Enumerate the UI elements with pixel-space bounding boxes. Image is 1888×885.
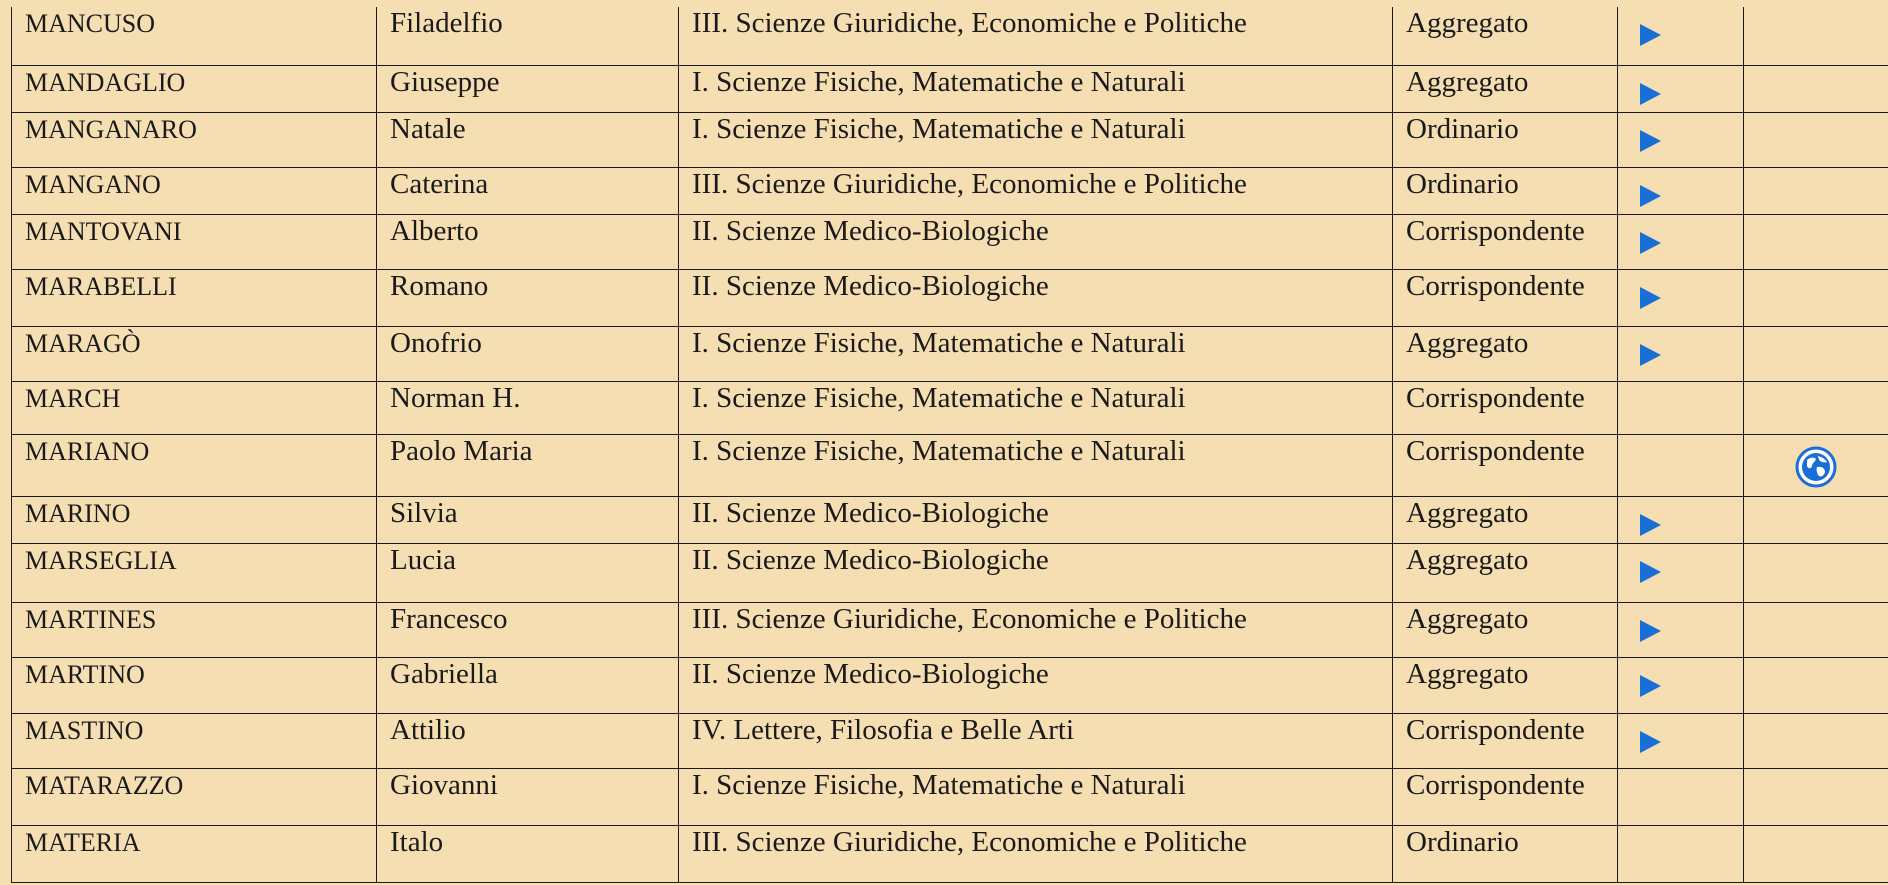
role-cell [1393,7,1618,65]
surname-cell [12,112,377,167]
surname-cell [12,65,377,112]
member-role: Ordinario [1406,167,1519,200]
table-row [12,326,1888,381]
member-first-name: Norman H. [390,381,521,414]
website-cell [1744,602,1888,657]
first-name-cell [377,269,679,326]
member-surname: MANDAGLIO [25,67,186,97]
play-arrow-icon[interactable] [1640,675,1661,697]
first-name-cell [377,112,679,167]
class-cell [679,713,1393,768]
role-cell [1393,825,1618,882]
play-arrow-icon[interactable] [1640,130,1661,152]
website-cell [1744,269,1888,326]
member-surname: MARABELLI [25,271,177,301]
member-role: Corrispondente [1406,381,1585,414]
class-cell [679,326,1393,381]
class-cell [679,65,1393,112]
table-row [12,602,1888,657]
member-role: Corrispondente [1406,214,1585,247]
member-first-name: Francesco [390,602,508,635]
class-cell [679,768,1393,825]
first-name-cell [377,7,679,65]
member-first-name: Natale [390,112,466,145]
role-cell [1393,713,1618,768]
first-name-cell [377,167,679,214]
website-cell [1744,65,1888,112]
member-surname: MARAGÒ [25,328,141,358]
website-cell [1744,657,1888,713]
member-surname: MARSEGLIA [25,545,177,575]
member-surname: MATERIA [25,827,141,857]
role-cell [1393,381,1618,434]
play-arrow-icon[interactable] [1640,24,1661,46]
member-role: Aggregato [1406,543,1529,576]
first-name-cell [377,713,679,768]
member-class: II. Scienze Medico-Biologiche [692,269,1049,302]
surname-cell [12,326,377,381]
website-cell [1744,214,1888,269]
member-class: I. Scienze Fisiche, Matematiche e Naturali [692,326,1186,359]
details-cell [1618,326,1744,381]
surname-cell [12,825,377,882]
first-name-cell [377,65,679,112]
play-arrow-icon[interactable] [1640,561,1661,583]
member-role: Aggregato [1406,657,1529,690]
member-class: I. Scienze Fisiche, Matematiche e Naturali [692,65,1186,98]
role-cell [1393,112,1618,167]
surname-cell [12,381,377,434]
first-name-cell [377,496,679,543]
table-row [12,496,1888,543]
first-name-cell [377,214,679,269]
member-class: IV. Lettere, Filosofia e Belle Arti [692,713,1075,746]
first-name-cell [377,602,679,657]
role-cell [1393,326,1618,381]
member-class: I. Scienze Fisiche, Matematiche e Naturali [692,768,1186,801]
member-first-name: Attilio [390,713,466,746]
class-cell [679,657,1393,713]
table-row [12,269,1888,326]
website-cell [1744,543,1888,602]
website-cell [1744,7,1888,65]
table-row [12,167,1888,214]
member-first-name: Filadelfio [390,7,503,39]
role-cell [1393,543,1618,602]
website-cell [1744,768,1888,825]
members-table-body [12,7,1888,882]
first-name-cell [377,768,679,825]
website-cell [1744,713,1888,768]
member-surname: MASTINO [25,715,144,745]
surname-cell [12,167,377,214]
role-cell [1393,269,1618,326]
table-row [12,112,1888,167]
website-cell [1744,381,1888,434]
first-name-cell [377,825,679,882]
table-row [12,214,1888,269]
website-cell [1744,326,1888,381]
member-class: I. Scienze Fisiche, Matematiche e Naturali [692,434,1186,467]
member-first-name: Paolo Maria [390,434,533,467]
role-cell [1393,434,1618,496]
first-name-cell [377,657,679,713]
play-arrow-icon[interactable] [1640,620,1661,642]
details-cell [1618,7,1744,65]
play-arrow-icon[interactable] [1640,287,1661,309]
role-cell [1393,496,1618,543]
class-cell [679,381,1393,434]
table-row [12,657,1888,713]
member-class: I. Scienze Fisiche, Matematiche e Naturali [692,112,1186,145]
member-role: Aggregato [1406,602,1529,635]
role-cell [1393,214,1618,269]
member-surname: MARCH [25,383,121,413]
class-cell [679,825,1393,882]
class-cell [679,496,1393,543]
table-row [12,381,1888,434]
member-first-name: Romano [390,269,489,302]
member-surname: MANGANARO [25,114,197,144]
role-cell [1393,167,1618,214]
details-cell [1618,112,1744,167]
play-arrow-icon[interactable] [1640,83,1661,105]
member-surname: MANTOVANI [25,216,182,246]
class-cell [679,7,1393,65]
details-cell [1618,543,1744,602]
member-role: Corrispondente [1406,269,1585,302]
details-cell [1618,434,1744,496]
member-class: III. Scienze Giuridiche, Economiche e Politiche [692,825,1247,858]
member-class: III. Scienze Giuridiche, Economiche e Politiche [692,7,1247,39]
member-class: II. Scienze Medico-Biologiche [692,543,1049,576]
role-cell [1393,768,1618,825]
details-cell [1618,825,1744,882]
member-class: III. Scienze Giuridiche, Economiche e Politiche [692,167,1247,200]
member-first-name: Gabriella [390,657,498,690]
first-name-cell [377,434,679,496]
class-cell [679,543,1393,602]
member-first-name: Onofrio [390,326,482,359]
class-cell [679,602,1393,657]
class-cell [679,269,1393,326]
first-name-cell [377,381,679,434]
surname-cell [12,713,377,768]
website-cell [1744,825,1888,882]
class-cell [679,434,1393,496]
class-cell [679,112,1393,167]
table-row [12,713,1888,768]
surname-cell [12,496,377,543]
details-cell [1618,214,1744,269]
details-cell [1618,657,1744,713]
details-cell [1618,768,1744,825]
table-row [12,543,1888,602]
role-cell [1393,602,1618,657]
website-cell [1744,167,1888,214]
member-class: II. Scienze Medico-Biologiche [692,657,1049,690]
play-arrow-icon[interactable] [1640,232,1661,254]
class-cell [679,167,1393,214]
member-first-name: Silvia [390,496,458,529]
member-surname: MARINO [25,498,131,528]
website-cell [1744,496,1888,543]
member-role: Aggregato [1406,7,1529,39]
play-arrow-icon[interactable] [1640,514,1661,536]
surname-cell [12,269,377,326]
surname-cell [12,543,377,602]
table-row [12,768,1888,825]
member-first-name: Giovanni [390,768,498,801]
globe-icon[interactable] [1795,446,1837,488]
member-class: II. Scienze Medico-Biologiche [692,496,1049,529]
surname-cell [12,768,377,825]
member-role: Corrispondente [1406,713,1585,746]
table-row [12,825,1888,882]
member-role: Aggregato [1406,496,1529,529]
member-role: Ordinario [1406,825,1519,858]
details-cell [1618,381,1744,434]
website-cell [1744,434,1888,496]
member-role: Corrispondente [1406,434,1585,467]
surname-cell [12,434,377,496]
member-class: II. Scienze Medico-Biologiche [692,214,1049,247]
member-role: Corrispondente [1406,768,1585,801]
table-row [12,434,1888,496]
role-cell [1393,65,1618,112]
member-role: Aggregato [1406,65,1529,98]
first-name-cell [377,326,679,381]
member-class: III. Scienze Giuridiche, Economiche e Politiche [692,602,1247,635]
member-surname: MARTINES [25,604,157,634]
members-table [11,7,1888,883]
member-surname: MARTINO [25,659,145,689]
member-first-name: Caterina [390,167,489,200]
surname-cell [12,602,377,657]
play-arrow-icon[interactable] [1640,731,1661,753]
role-cell [1393,657,1618,713]
table-row [12,7,1888,65]
member-role: Ordinario [1406,112,1519,145]
website-cell [1744,112,1888,167]
details-cell [1618,713,1744,768]
surname-cell [12,7,377,65]
details-cell [1618,167,1744,214]
details-cell [1618,65,1744,112]
member-first-name: Giuseppe [390,65,500,98]
class-cell [679,214,1393,269]
surname-cell [12,657,377,713]
play-arrow-icon[interactable] [1640,344,1661,366]
member-surname: MANGANO [25,169,161,199]
play-arrow-icon[interactable] [1640,185,1661,207]
member-surname: MANCUSO [25,9,156,38]
member-first-name: Lucia [390,543,457,576]
member-class: I. Scienze Fisiche, Matematiche e Naturali [692,381,1186,414]
member-role: Aggregato [1406,326,1529,359]
member-first-name: Italo [390,825,444,858]
member-surname: MARIANO [25,436,150,466]
member-first-name: Alberto [390,214,479,247]
details-cell [1618,496,1744,543]
member-surname: MATARAZZO [25,770,184,800]
details-cell [1618,602,1744,657]
first-name-cell [377,543,679,602]
table-row [12,65,1888,112]
surname-cell [12,214,377,269]
details-cell [1618,269,1744,326]
